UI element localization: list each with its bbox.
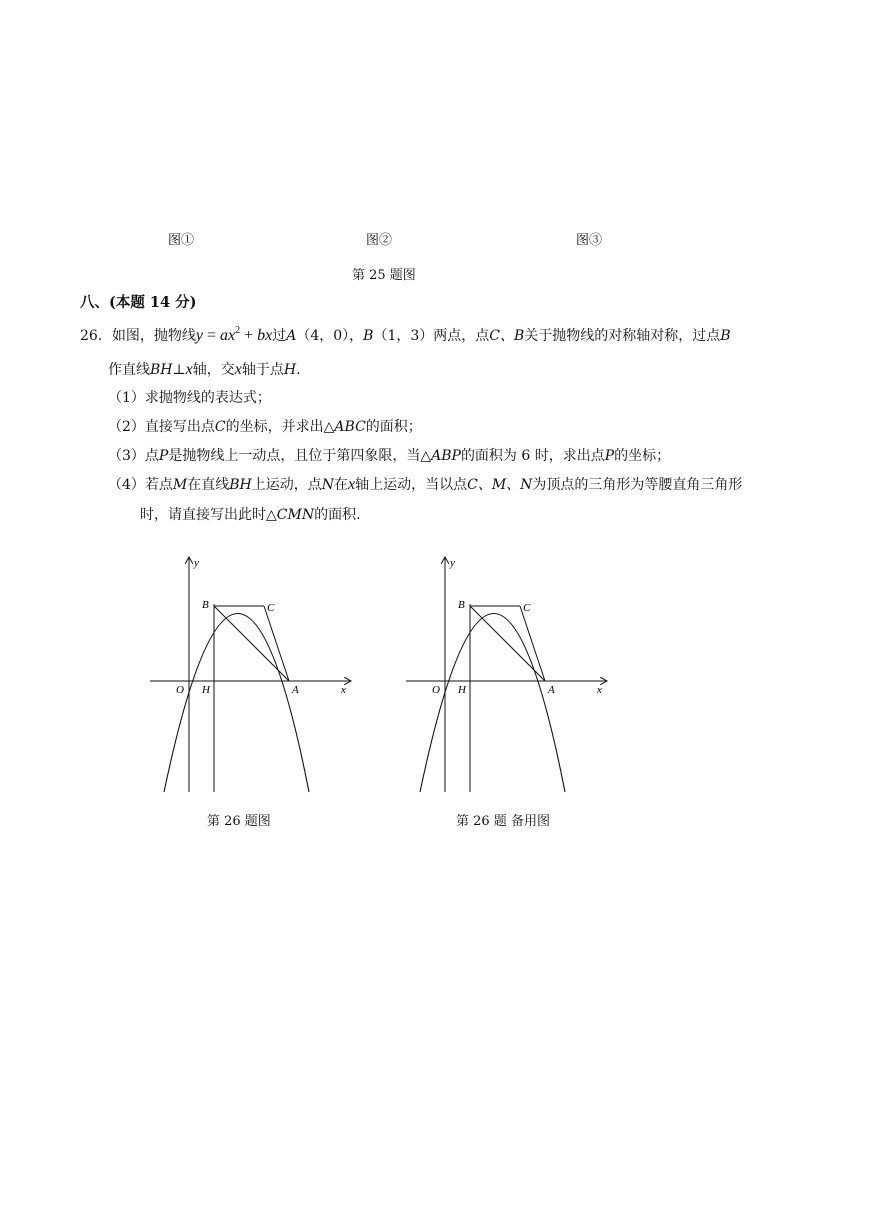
label-b: B	[458, 599, 465, 611]
question-1: （1）求抛物线的表达式；	[108, 390, 271, 406]
figure-26-main	[140, 550, 370, 800]
fig26-caption: 第 26 题图	[207, 814, 271, 829]
label-o: O	[176, 684, 184, 696]
label-o: O	[432, 684, 440, 696]
label-x: x	[341, 684, 346, 696]
fig25-label-1: 图①	[168, 233, 195, 248]
parabola-equation: $y = ax^2$ + bx	[195, 325, 273, 344]
label-b: B	[202, 599, 209, 611]
intro-text: 如图，抛物线	[111, 328, 196, 344]
figure-26-spare	[396, 550, 626, 800]
segment-ab	[470, 606, 545, 681]
label-h: H	[458, 684, 466, 696]
label-y: y	[450, 557, 455, 569]
question-4: （4）若点M在直线BH上运动，点N在x轴上运动，当以点C、M、N为顶点的三角形为等腰直角三角形	[108, 476, 743, 493]
label-h: H	[202, 684, 210, 696]
question-2: （2）直接写出点C的坐标，并求出△ABC的面积；	[108, 419, 422, 435]
problem-line-1: 26．如图，抛物线$y = ax^2$ + bx过A（4，0），B（1，3）两点，点C、B关于抛物线的对称轴对称，过点B	[80, 325, 731, 344]
label-y: y	[194, 557, 199, 569]
problem-number: 26．	[80, 328, 112, 344]
segment-ab	[214, 606, 289, 681]
label-c: C	[523, 602, 531, 614]
fig25-label-2: 图②	[366, 233, 393, 248]
label-c: C	[267, 602, 275, 614]
fig25-caption: 第 25 题图	[352, 268, 416, 283]
label-a: A	[292, 684, 299, 696]
label-a: A	[548, 684, 555, 696]
section-heading: 八、(本题 14 分)	[80, 294, 197, 311]
question-3: （3）点P是抛物线上一动点，且位于第四象限，当△ABP的面积为 6 时，求出点P的坐标；	[108, 448, 671, 464]
parabola	[164, 614, 309, 793]
parabola	[420, 614, 565, 793]
fig25-label-3: 图③	[576, 233, 603, 248]
fig26-spare-caption: 第 26 题 备用图	[456, 814, 550, 829]
problem-line-2: 作直线BH⊥x轴，交x轴于点H.	[108, 361, 301, 378]
question-4-continued: 时，请直接写出此时△CMN的面积.	[140, 507, 361, 523]
label-x: x	[597, 684, 602, 696]
